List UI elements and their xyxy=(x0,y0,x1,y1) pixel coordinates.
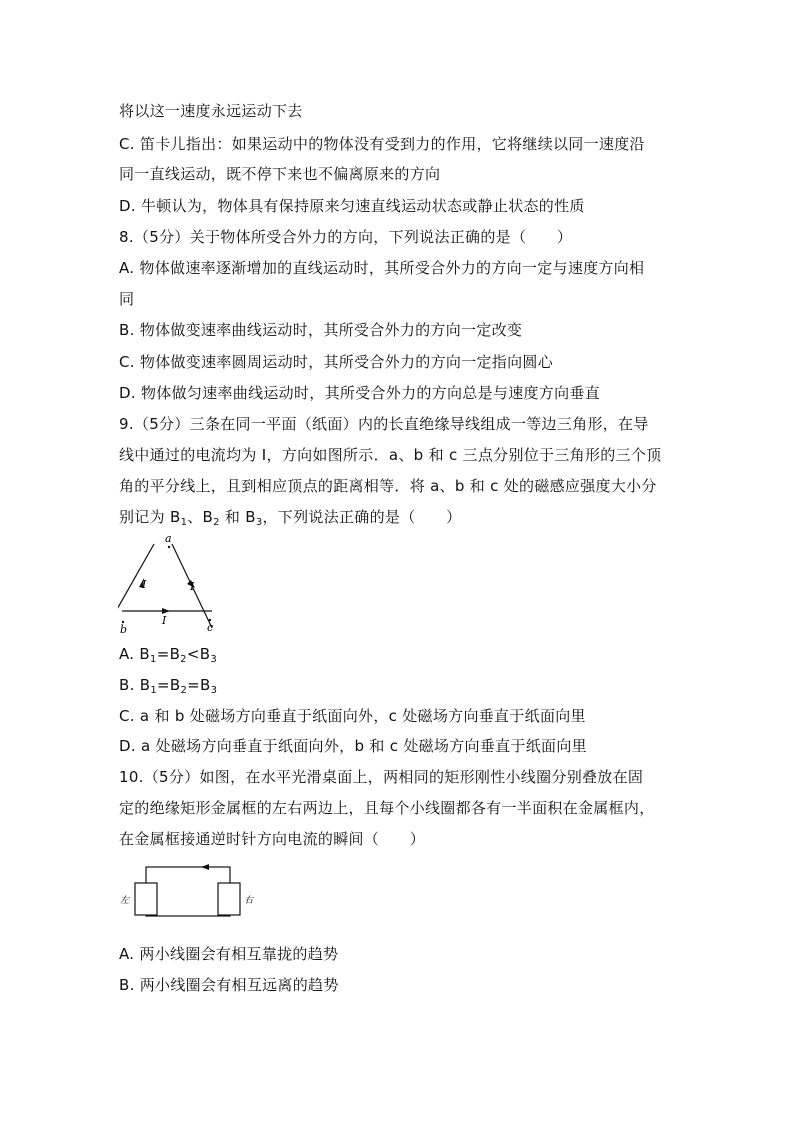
label-c: c xyxy=(207,621,214,634)
q10-stem-line-1: 10.（5分）如图，在水平光滑桌面上，两相同的矩形刚性小线圈分别叠放在固 xyxy=(119,768,644,786)
label-b: b xyxy=(120,623,128,636)
q8-option-a-line-1: A. 物体做速率逐渐增加的直线运动时，其所受合外力的方向一定与速度方向相 xyxy=(119,259,645,277)
q9-stem-line-4: 别记为 $B_1$、$B_2$ 和 $B_3$，下列说法正确的是（ ） xyxy=(119,508,462,528)
q10-stem-line-2: 定的绝缘矩形金属框的左右两边上，且每个小线圈都各有一半面积在金属框内， xyxy=(119,799,655,817)
q8-option-c: C. 物体做变速率圆周运动时，其所受合外力的方向一定指向圆心 xyxy=(119,353,554,371)
q9-stem-line-1: 9.（5分）三条在同一平面（纸面）内的长直绝缘导线组成一等边三角形，在导 xyxy=(119,415,649,433)
option-c-line-1: C. 笛卡儿指出：如果运动中的物体没有受到力的作用，它将继续以同一速度沿 xyxy=(119,135,645,153)
q9-stem-line-2: 线中通过的电流均为 I，方向如图所示．a、b 和 c 三点分别位于三角形的三个顶 xyxy=(119,446,662,464)
q10-stem-line-3: 在金属框接通逆时针方向电流的瞬间（ ） xyxy=(119,830,426,848)
q9-option-d: D. a 处磁场方向垂直于纸面向外，b 和 c 处磁场方向垂直于纸面向里 xyxy=(119,737,587,755)
label-a: a xyxy=(165,532,172,545)
option-d: D. 牛顿认为，物体具有保持原来匀速直线运动状态或静止状态的性质 xyxy=(119,197,585,215)
current-label-right: I xyxy=(190,580,195,593)
q8-stem: 8.（5分）关于物体所受合外力的方向，下列说法正确的是（ ） xyxy=(119,228,573,246)
q8-option-a-line-2: 同 xyxy=(119,290,135,308)
q10-option-b: B. 两小线圈会有相互远离的趋势 xyxy=(119,976,339,994)
q9-option-a: A. $B_1=B_2<B_3$ xyxy=(119,645,217,665)
q9-option-c: C. a 和 b 处磁场方向垂直于纸面向外，c 处磁场方向垂直于纸面向里 xyxy=(119,707,586,725)
text-line-1: 将以这一速度永远运动下去 xyxy=(119,102,303,120)
current-label-left: I xyxy=(142,578,147,591)
left-coil-mark: 左 xyxy=(120,896,130,906)
option-c-line-2: 同一直线运动，既不停下来也不偏离原来的方向 xyxy=(119,165,441,183)
triangle-figure xyxy=(118,532,222,636)
q8-option-b: B. 物体做变速率曲线运动时，其所受合外力的方向一定改变 xyxy=(119,321,523,339)
coil-frame-figure xyxy=(118,855,258,925)
current-label-bottom: I xyxy=(162,614,167,627)
q9-option-b: B. $B_1=B_2=B_3$ xyxy=(119,676,218,696)
q8-option-d: D. 物体做匀速率曲线运动时，其所受合外力的方向总是与速度方向垂直 xyxy=(119,384,600,402)
q9-stem-line-3: 角的平分线上，且到相应顶点的距离相等．将 a、b 和 c 处的磁感应强度大小分 xyxy=(119,477,657,495)
q10-option-a: A. 两小线圈会有相互靠拢的趋势 xyxy=(119,945,339,963)
right-coil-mark: 右 xyxy=(244,896,254,906)
